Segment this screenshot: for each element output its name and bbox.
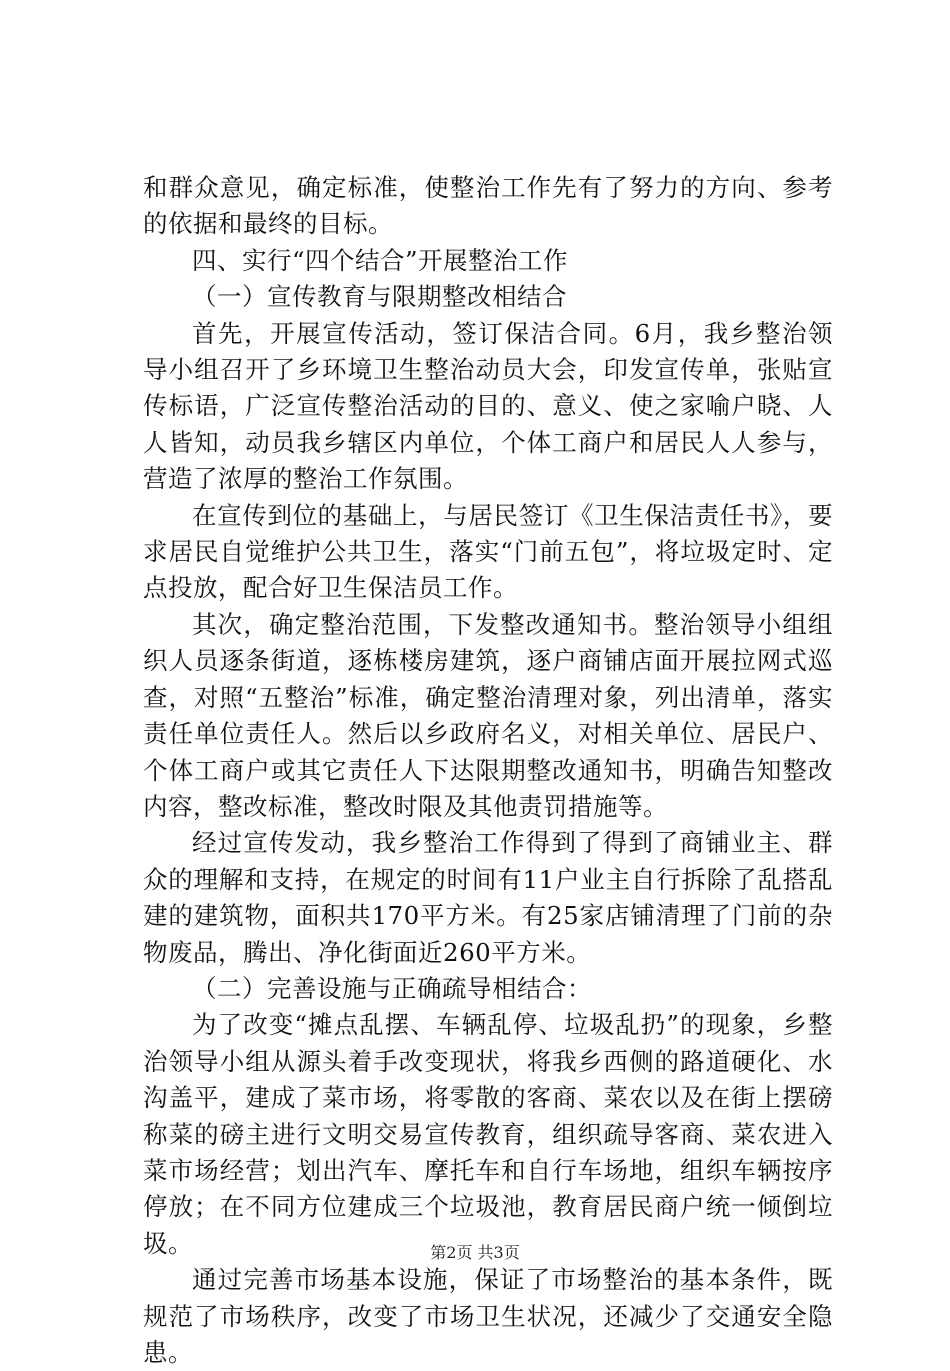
subsection-heading: （一）宣传教育与限期整改相结合 <box>192 282 567 312</box>
page-number-footer: 第2页 共3页 <box>430 1243 520 1262</box>
document-body <box>143 170 833 1371</box>
body-paragraph: 其次，确定整治范围，下发整改通知书。整治领导小组组织人员逐条街道，逐栋楼房建筑，逐户商铺店面开展拉网式巡查，对照“五整治”标准，确定整治清理对象，列出清单，落实责任单位责任人。然后以乡政府名义，对相关单位、居民户、个体工商户或其它责任人下达限期整改通知书，明确告知整改内容，整改标准，整改时限及其他责罚措施等。 <box>143 609 833 821</box>
body-paragraph: 为了改变“摊点乱摆、车辆乱停、垃圾乱扔”的现象，乡整治领导小组从源头着手改变现状，将我乡西侧的路道硬化、水沟盖平，建成了菜市场，将零散的客商、菜农以及在街上摆磅称菜的磅主进行文明交易宣传教育，组织疏导客商、菜农进入菜市场经营；划出汽车、摩托车和自行车场地，组织车辆按序停放；在不同方位建成三个垃圾池，教育居民商户统一倾倒垃圾。 <box>143 1010 833 1258</box>
paragraph-continuation: 和群众意见，确定标准，使整治工作先有了努力的方向、参考的依据和最终的目标。 <box>143 173 833 239</box>
body-paragraph: 通过完善市场基本设施，保证了市场整治的基本条件，既规范了市场秩序，改变了市场卫生状况，还减少了交通安全隐患。 <box>143 1265 833 1367</box>
subsection-heading: （二）完善设施与正确疏导相结合： <box>192 973 592 1003</box>
section-heading: 四、实行“四个结合”开展整治工作 <box>192 245 569 275</box>
body-paragraph: 经过宣传发动，我乡整治工作得到了得到了商铺业主、群众的理解和支持，在规定的时间有11户业主自行拆除了乱搭乱建的建筑物，面积共170平方米。有25家店铺清理了门前的杂物废品，腾出、净化街面近260平方米。 <box>143 828 833 967</box>
body-paragraph: 首先，开展宣传活动，签订保洁合同。6月，我乡整治领导小组召开了乡环境卫生整治动员大会，印发宣传单，张贴宣传标语，广泛宣传整治活动的目的、意义、使之家喻户晓、人人皆知，动员我乡辖区内单位，个体工商户和居民人人参与，营造了浓厚的整治工作氛围。 <box>143 318 833 494</box>
body-paragraph: 在宣传到位的基础上，与居民签订《卫生保洁责任书》，要求居民自觉维护公共卫生，落实“门前五包”，将垃圾定时、定点投放，配合好卫生保洁员工作。 <box>143 500 833 603</box>
